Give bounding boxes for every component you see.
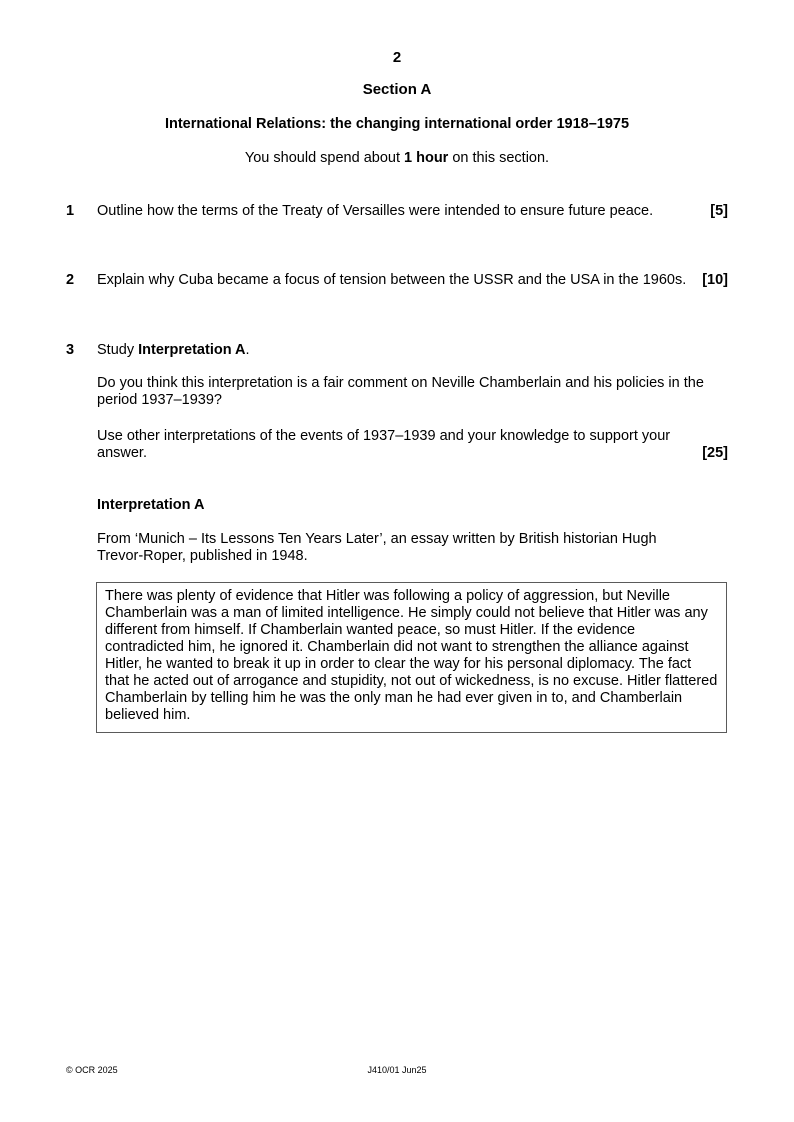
time-note: [0, 150, 794, 166]
time-note-bold: 1 hour: [404, 150, 449, 166]
question-3-marks: [25]: [702, 445, 728, 461]
question-2-marks: [10]: [702, 272, 728, 288]
question-1-text: Outline how the terms of the Treaty of Versailles were intended to ensure future peace.: [97, 203, 654, 219]
question-3-number: 3: [66, 342, 75, 358]
footer-paper-code: J410/01 Jun25: [367, 1065, 427, 1075]
interpretation-text-box: There was plenty of evidence that Hitler was following a policy of aggression, but Neville Chamberlain was a man of limited intelligence. He simply could not believe that Hitler was any different from himself. If Chamberlain wanted peace, so must Hitler. If the evidence contradicted him, he ignored it. Chamberlain did not want to strengthen the alliance against Hitler, he wanted to break it up in order to clear the way for his personal diplomacy. The fact that he acted out of arrogance and stupidity, not out of wickedness, is no excuse. Hitler flattered Chamberlain by telling him he was the only man he had ever given in to, and Chamberlain believed him.: [96, 582, 727, 733]
question-1-marks: [5]: [710, 203, 728, 219]
question-3-instruction: Use other interpretations of the events of 1937–1939 and your knowledge to support your answer.: [97, 428, 671, 461]
question-3-study-bold: Interpretation A: [138, 342, 246, 358]
question-3-study-prefix: Study: [97, 342, 139, 358]
page-number: 2: [392, 49, 402, 66]
question-2-text: Explain why Cuba became a focus of tension between the USSR and the USA in the 1960s.: [97, 272, 687, 288]
question-3-prompt: Do you think this interpretation is a fair comment on Neville Chamberlain and his policies in the period 1937–1939?: [97, 375, 704, 408]
time-note-suffix: on this section.: [448, 150, 550, 166]
time-note-prefix: You should spend about: [244, 150, 405, 166]
footer-copyright: © OCR 2025: [66, 1065, 118, 1075]
question-3-study-suffix: .: [245, 342, 250, 358]
interpretation-heading: Interpretation A: [97, 497, 205, 513]
section-title: Section A: [362, 81, 432, 98]
interpretation-source: From ‘Munich – Its Lessons Ten Years Later’, an essay written by British historian Hugh Trevor-Roper, published in 1948.: [97, 531, 657, 564]
question-2-number: 2: [66, 272, 75, 288]
question-3-study: [97, 342, 250, 359]
question-1-number: 1: [66, 203, 75, 219]
section-subtitle: International Relations: the changing international order 1918–1975: [164, 116, 630, 132]
